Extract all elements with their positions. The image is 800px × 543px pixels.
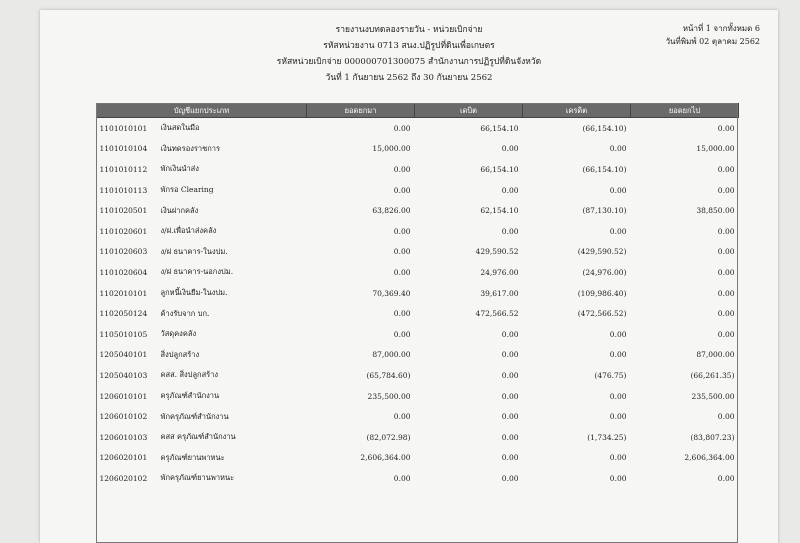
account-code: 1101020601 <box>99 226 148 236</box>
table-row <box>97 345 739 366</box>
credit-cell: (109,986.40) <box>577 288 627 298</box>
debit-cell: 66,154.10 <box>480 123 519 133</box>
debit-cell: 0.00 <box>501 432 519 442</box>
debit-cell: 0.00 <box>501 350 519 360</box>
brought-forward-cell: 0.00 <box>393 267 411 277</box>
account-name: ครุภัณฑ์ยานพาหนะ <box>160 452 225 462</box>
credit-cell: (24,976.00) <box>582 267 627 277</box>
carried-forward-cell: 235,500.00 <box>691 391 735 401</box>
account-name: พักรอ Clearing <box>160 185 214 195</box>
table-row <box>97 221 739 242</box>
account-code: 1101020604 <box>99 267 148 277</box>
carried-forward-cell: 38,850.00 <box>696 206 735 216</box>
debit-cell: 472,566.52 <box>475 309 519 319</box>
account-name: ง/ฝ ธนาคาร-ในงปม. <box>160 246 228 256</box>
table-row <box>97 406 739 427</box>
debit-cell: 0.00 <box>501 226 519 236</box>
col-header-carried-forward: ยอดยกไป <box>631 104 739 118</box>
debit-cell: 0.00 <box>501 473 519 483</box>
account-name: วัสดุคงคลัง <box>160 329 197 339</box>
disbursement-unit-line: รหัสหน่วยเบิกจ่าย 000000701300075 สำนักงานการปฏิรูปที่ดินจังหวัด <box>276 57 542 67</box>
brought-forward-cell: 87,000.00 <box>372 350 411 360</box>
debit-cell: 0.00 <box>501 329 519 339</box>
carried-forward-cell: 0.00 <box>717 473 735 483</box>
account-code: 1206020101 <box>99 453 148 463</box>
brought-forward-cell: 63,826.00 <box>372 206 411 216</box>
account-code: 1101010113 <box>99 185 148 195</box>
col-header-credit: เครดิต <box>523 104 631 118</box>
carried-forward-cell: 0.00 <box>717 247 735 257</box>
print-date: วันที่พิมพ์ 02 ตุลาคม 2562 <box>665 37 760 46</box>
carried-forward-cell: (83,807.23) <box>690 432 735 442</box>
account-code: 1206010103 <box>99 432 148 442</box>
brought-forward-cell: 0.00 <box>393 412 411 422</box>
table-row <box>97 200 739 221</box>
account-code: 1101010112 <box>99 164 148 174</box>
credit-cell: (87,130.10) <box>582 206 627 216</box>
table-row <box>97 180 739 201</box>
debit-cell: 0.00 <box>501 453 519 463</box>
account-name: เงินฝากคลัง <box>160 205 199 215</box>
brought-forward-cell: 0.00 <box>393 123 411 133</box>
table-row <box>97 303 739 324</box>
account-code: 1101020501 <box>99 206 148 216</box>
account-code: 1101020603 <box>99 247 148 257</box>
report-page <box>40 10 778 543</box>
table-row <box>97 427 739 448</box>
brought-forward-cell: 0.00 <box>393 473 411 483</box>
brought-forward-cell: 0.00 <box>393 164 411 174</box>
brought-forward-cell: 235,500.00 <box>367 391 411 401</box>
credit-cell: 0.00 <box>609 453 627 463</box>
carried-forward-cell: (66,261.35) <box>690 370 735 380</box>
carried-forward-cell: 0.00 <box>717 267 735 277</box>
col-header-brought-forward: ยอดยกมา <box>307 104 415 118</box>
account-code: 1206020102 <box>99 473 148 483</box>
account-name: ง/ฝ.เพื่อนำส่งคลัง <box>160 226 217 236</box>
carried-forward-cell: 87,000.00 <box>696 350 735 360</box>
credit-cell: 0.00 <box>609 185 627 195</box>
account-code: 1101010104 <box>99 144 148 154</box>
carried-forward-cell: 2,606,364.00 <box>684 453 735 463</box>
table-body <box>97 118 739 489</box>
trial-balance-table <box>96 103 739 489</box>
table-header-row <box>97 104 739 118</box>
account-name: ค้างรับจาก บก. <box>160 308 210 318</box>
debit-cell: 24,976.00 <box>480 267 519 277</box>
account-code: 1101010101 <box>99 123 148 133</box>
brought-forward-cell: 0.00 <box>393 329 411 339</box>
debit-cell: 0.00 <box>501 412 519 422</box>
credit-cell: 0.00 <box>609 412 627 422</box>
debit-cell: 39,617.00 <box>480 288 519 298</box>
account-name: ง/ฝ ธนาคาร-นอกงปม. <box>160 267 234 277</box>
debit-cell: 66,154.10 <box>480 164 519 174</box>
brought-forward-cell: (82,072.98) <box>366 432 411 442</box>
brought-forward-cell: 0.00 <box>393 309 411 319</box>
brought-forward-cell: 0.00 <box>393 247 411 257</box>
table-row <box>97 324 739 345</box>
account-code: 1102050124 <box>99 309 148 319</box>
table-row <box>97 386 739 407</box>
table-row <box>97 283 739 304</box>
credit-cell: 0.00 <box>609 391 627 401</box>
page-number: หน้าที่ 1 จากทั้งหมด 6 <box>682 24 760 33</box>
credit-cell: 0.00 <box>609 350 627 360</box>
debit-cell: 0.00 <box>501 391 519 401</box>
account-code: 1205040103 <box>99 370 148 380</box>
credit-cell: (429,590.52) <box>577 247 627 257</box>
credit-cell: (472,566.52) <box>577 309 627 319</box>
brought-forward-cell: 70,369.40 <box>372 288 411 298</box>
account-name: พักครุภัณฑ์สำนักงาน <box>160 411 229 421</box>
table-row <box>97 159 739 180</box>
carried-forward-cell: 0.00 <box>717 164 735 174</box>
table-row <box>97 242 739 263</box>
agency-line: รหัสหน่วยงาน 0713 สนง.ปฏิรูปที่ดินเพื่อเกษตร <box>323 41 495 51</box>
table-row <box>97 448 739 469</box>
credit-cell: 0.00 <box>609 473 627 483</box>
account-code: 1206010101 <box>99 391 148 401</box>
account-name: สิ่งปลูกสร้าง <box>160 349 200 359</box>
account-name: เงินสดในมือ <box>160 123 200 133</box>
col-header-account: บัญชีแยกประเภท <box>97 104 307 118</box>
col-header-debit: เดบิต <box>415 104 523 118</box>
report-title: รายงานงบทดลองรายวัน - หน่วยเบิกจ่าย <box>335 25 483 35</box>
table-row <box>97 118 739 139</box>
credit-cell: 0.00 <box>609 329 627 339</box>
account-code: 1206010102 <box>99 412 148 422</box>
debit-cell: 429,590.52 <box>475 247 519 257</box>
credit-cell: 0.00 <box>609 226 627 236</box>
account-name: พักเงินนำส่ง <box>160 164 199 174</box>
brought-forward-cell: 2,606,364.00 <box>360 453 411 463</box>
carried-forward-cell: 0.00 <box>717 288 735 298</box>
credit-cell: 0.00 <box>609 144 627 154</box>
credit-cell: (476.75) <box>594 370 627 380</box>
carried-forward-cell: 0.00 <box>717 309 735 319</box>
debit-cell: 0.00 <box>501 185 519 195</box>
account-name: พักครุภัณฑ์ยานพาหนะ <box>160 473 235 483</box>
account-name: ครุภัณฑ์สำนักงาน <box>160 391 220 401</box>
table-row <box>97 139 739 160</box>
table-row <box>97 262 739 283</box>
account-name: คสส. สิ่งปลูกสร้าง <box>160 370 219 380</box>
account-name: คสส ครุภัณฑ์สำนักงาน <box>160 432 236 442</box>
brought-forward-cell: 15,000.00 <box>372 144 411 154</box>
brought-forward-cell: (65,784.60) <box>366 370 411 380</box>
account-code: 1105010105 <box>99 329 148 339</box>
credit-cell: (1,734.25) <box>587 432 627 442</box>
brought-forward-cell: 0.00 <box>393 185 411 195</box>
account-code: 1205040101 <box>99 350 148 360</box>
carried-forward-cell: 0.00 <box>717 329 735 339</box>
carried-forward-cell: 0.00 <box>717 185 735 195</box>
date-range-line: วันที่ 1 กันยายน 2562 ถึง 30 กันยายน 2562 <box>325 73 493 83</box>
debit-cell: 62,154.10 <box>480 206 519 216</box>
carried-forward-cell: 0.00 <box>717 226 735 236</box>
page-meta <box>666 22 760 48</box>
carried-forward-cell: 15,000.00 <box>696 144 735 154</box>
debit-cell: 0.00 <box>501 144 519 154</box>
credit-cell: (66,154.10) <box>582 123 627 133</box>
account-code: 1102010101 <box>99 288 148 298</box>
brought-forward-cell: 0.00 <box>393 226 411 236</box>
account-name: เงินทดรองราชการ <box>160 143 220 153</box>
table-row <box>97 468 739 489</box>
carried-forward-cell: 0.00 <box>717 123 735 133</box>
account-name: ลูกหนี้เงินยืม-ในงปม. <box>160 288 228 298</box>
table-row <box>97 365 739 386</box>
credit-cell: (66,154.10) <box>582 164 627 174</box>
carried-forward-cell: 0.00 <box>717 412 735 422</box>
debit-cell: 0.00 <box>501 370 519 380</box>
